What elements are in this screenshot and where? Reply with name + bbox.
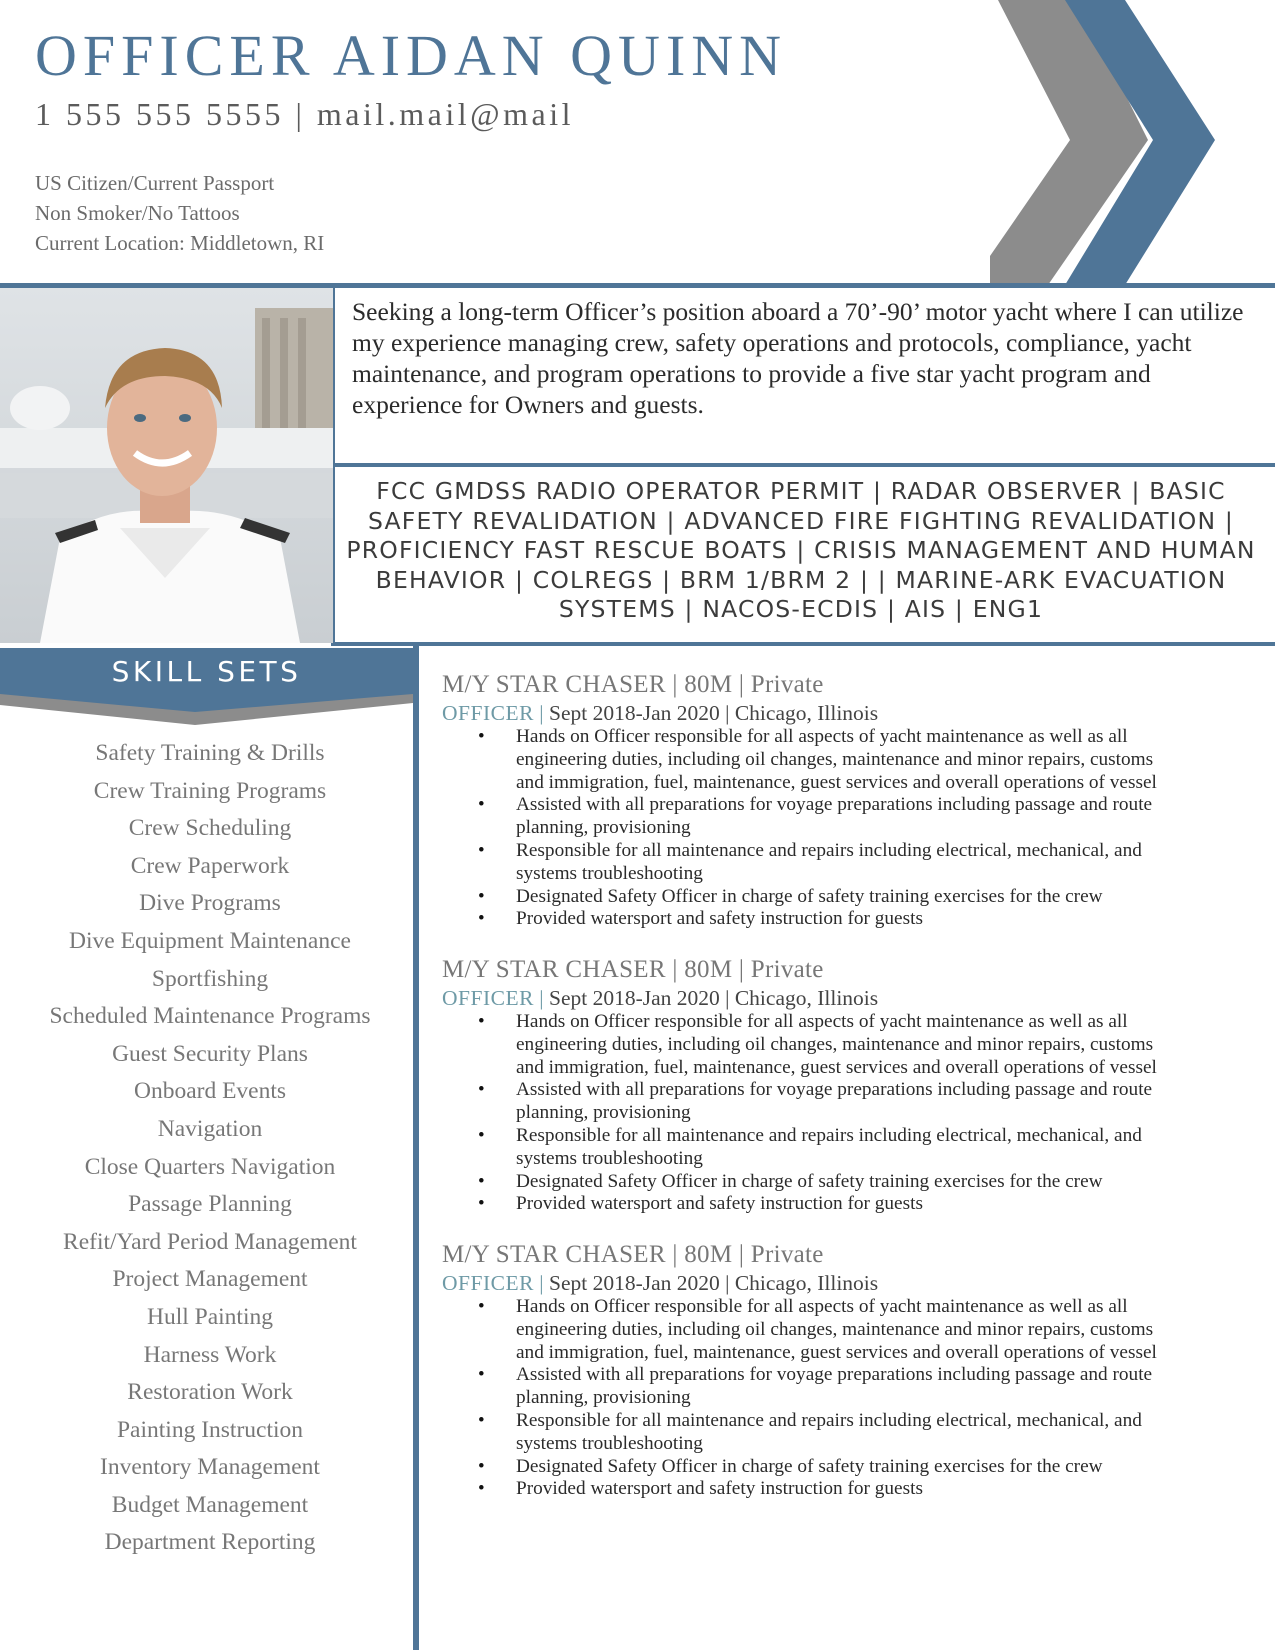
certifications xyxy=(342,477,1260,625)
skill-item: Crew Training Programs xyxy=(93,777,327,804)
info-line-smoker: Non Smoker/No Tattoos xyxy=(35,201,240,225)
job-bullet xyxy=(442,840,1242,886)
job-bullet xyxy=(442,1171,1242,1194)
job-bullet xyxy=(442,886,1242,909)
cert-line: PROFICIENCY FAST RESCUE BOATS | CRISIS MANAGEMENT AND HUMAN xyxy=(346,536,1256,564)
skill-item: Inventory Management xyxy=(100,1454,320,1481)
bullet-line: systems troubleshooting xyxy=(516,862,703,884)
info-line-citizenship: US Citizen/Current Passport xyxy=(35,171,275,195)
skill-item: Dive Programs xyxy=(139,890,281,917)
skill-item: Close Quarters Navigation xyxy=(84,1153,336,1180)
objective-divider xyxy=(333,463,1275,467)
bullet-line: systems troubleshooting xyxy=(516,1432,703,1454)
cert-line: BEHAVIOR | COLREGS | BRM 1/BRM 2 | | MARINE-ARK EVACUATION xyxy=(375,565,1227,594)
job-heading: M/Y STAR CHASER | 80M | Private xyxy=(442,1241,824,1268)
info-line-location: Current Location: Middletown, RI xyxy=(35,231,325,255)
job-dates-location: Sept 2018-Jan 2020 | Chicago, Illinois xyxy=(548,701,879,725)
chevron-decoration xyxy=(990,0,1220,285)
bullet-line: systems troubleshooting xyxy=(516,1147,703,1169)
bullet-line: Designated Safety Officer in charge of safety training exercises for the crew xyxy=(516,885,1103,907)
personal-info xyxy=(35,168,324,258)
cert-line: SAFETY REVALIDATION | ADVANCED FIRE FIGHTING REVALIDATION | xyxy=(367,506,1235,535)
skill-item: Harness Work xyxy=(143,1341,277,1368)
bullet-line: and immigration, fuel, maintenance, guest services and overall operations of vessel xyxy=(516,771,1157,793)
skills-list xyxy=(0,735,420,1562)
bullet-line: Designated Safety Officer in charge of safety training exercises for the crew xyxy=(516,1170,1103,1192)
skill-item: Navigation xyxy=(157,1115,263,1142)
bullet-line: Provided watersport and safety instruction for guests xyxy=(516,908,923,930)
skill-item: Hull Painting xyxy=(147,1303,273,1330)
bullet-line: Responsible for all maintenance and repairs including electrical, mechanical, and xyxy=(516,1409,1142,1431)
job-role: OFFICER xyxy=(442,1271,534,1295)
candidate-name: OFFICER AIDAN QUINN xyxy=(35,23,788,88)
skill-item: Sportfishing xyxy=(151,965,269,992)
bullet-line: Assisted with all preparations for voyage preparations including passage and route xyxy=(516,1079,1153,1101)
skill-item: Project Management xyxy=(112,1266,308,1293)
job-bullet xyxy=(442,1011,1242,1079)
skill-item: Refit/Yard Period Management xyxy=(63,1228,357,1255)
bullet-line: engineering duties, including oil changes, maintenance and minor repairs, customs xyxy=(516,1318,1154,1340)
job-bullet xyxy=(442,1296,1242,1364)
skills-title: SKILL SETS xyxy=(111,655,302,688)
bullet-line: Responsible for all maintenance and repairs including electrical, mechanical, and xyxy=(516,1124,1142,1146)
contact-line: 1 555 555 5555 | mail.mail@mail xyxy=(35,96,574,132)
skill-item: Crew Paperwork xyxy=(130,852,290,879)
job-dates-location: Sept 2018-Jan 2020 | Chicago, Illinois xyxy=(548,1271,879,1295)
bullet-line: Responsible for all maintenance and repairs including electrical, mechanical, and xyxy=(516,839,1142,861)
cert-line: FCC GMDSS RADIO OPERATOR PERMIT | RADAR OBSERVER | BASIC xyxy=(376,477,1226,505)
job-bullet xyxy=(442,1478,1242,1501)
job-entry xyxy=(442,670,1242,955)
job-bullets xyxy=(442,726,1242,931)
job-role: OFFICER xyxy=(442,986,534,1010)
job-bullet xyxy=(442,908,1242,931)
profile-photo xyxy=(0,288,333,643)
job-role: OFFICER xyxy=(442,701,534,725)
job-bullet xyxy=(442,1456,1242,1479)
job-heading: M/Y STAR CHASER | 80M | Private xyxy=(442,671,824,698)
job-role-separator: | xyxy=(533,1271,549,1295)
bullet-line: and immigration, fuel, maintenance, guest services and overall operations of vessel xyxy=(516,1056,1157,1078)
skill-item: Passage Planning xyxy=(128,1191,292,1218)
bullet-line: Provided watersport and safety instruction for guests xyxy=(516,1193,923,1215)
bullet-line: planning, provisioning xyxy=(516,1387,691,1409)
skill-item: Crew Scheduling xyxy=(128,815,292,842)
bullet-line: Hands on Officer responsible for all aspects of yacht maintenance as well as all xyxy=(516,1296,1128,1317)
job-role-separator: | xyxy=(533,986,549,1010)
objective-statement: Seeking a long-term Officer’s position aboard a 70’-90’ motor yacht where I can utilize my experience managing crew, safety operations and protocols, compliance, yacht maintenance, and program operations to provide a five star yacht program and experience for Owners and guests. xyxy=(352,297,1244,419)
job-subheading xyxy=(442,700,1242,726)
bullet-line: Assisted with all preparations for voyage preparations including passage and route xyxy=(516,794,1153,816)
bullet-line: Provided watersport and safety instruction for guests xyxy=(516,1478,923,1500)
bullet-line: planning, provisioning xyxy=(516,1102,691,1124)
job-subheading xyxy=(442,985,1242,1011)
job-bullet xyxy=(442,794,1242,840)
certs-divider xyxy=(333,642,1275,646)
skill-item: Onboard Events xyxy=(133,1078,287,1105)
job-bullet xyxy=(442,1125,1242,1171)
skill-item: Guest Security Plans xyxy=(112,1040,308,1067)
job-entry xyxy=(442,955,1242,1240)
job-role-separator: | xyxy=(533,701,549,725)
skill-item: Restoration Work xyxy=(127,1379,293,1406)
bullet-line: planning, provisioning xyxy=(516,817,691,839)
job-subheading xyxy=(442,1270,1242,1296)
bullet-line: and immigration, fuel, maintenance, guest services and overall operations of vessel xyxy=(516,1341,1157,1363)
job-entry xyxy=(442,1240,1242,1525)
bullet-line: Hands on Officer responsible for all aspects of yacht maintenance as well as all xyxy=(516,726,1128,747)
job-bullet xyxy=(442,1364,1242,1410)
job-bullets xyxy=(442,1296,1242,1501)
job-bullet xyxy=(442,1079,1242,1125)
skill-item: Scheduled Maintenance Programs xyxy=(49,1003,371,1030)
job-bullet xyxy=(442,1410,1242,1456)
skill-item: Dive Equipment Maintenance xyxy=(69,927,351,954)
job-heading: M/Y STAR CHASER | 80M | Private xyxy=(442,956,824,983)
job-bullets xyxy=(442,1011,1242,1216)
bullet-line: Hands on Officer responsible for all aspects of yacht maintenance as well as all xyxy=(516,1011,1128,1032)
job-bullet xyxy=(442,1193,1242,1216)
bullet-line: engineering duties, including oil changes, maintenance and minor repairs, customs xyxy=(516,1033,1154,1055)
job-dates-location: Sept 2018-Jan 2020 | Chicago, Illinois xyxy=(548,986,879,1010)
bullet-line: Designated Safety Officer in charge of safety training exercises for the crew xyxy=(516,1455,1103,1477)
skill-item: Budget Management xyxy=(111,1491,309,1518)
experience-section xyxy=(442,670,1242,1525)
bullet-line: Assisted with all preparations for voyage preparations including passage and route xyxy=(516,1364,1153,1386)
skill-item: Department Reporting xyxy=(104,1529,316,1556)
skill-item: Safety Training & Drills xyxy=(95,740,325,766)
cert-line: SYSTEMS | NACOS-ECDIS | AIS | ENG1 xyxy=(558,595,1044,623)
job-bullet xyxy=(442,726,1242,794)
skill-item: Painting Instruction xyxy=(116,1416,304,1443)
bullet-line: engineering duties, including oil changes, maintenance and minor repairs, customs xyxy=(516,748,1154,770)
